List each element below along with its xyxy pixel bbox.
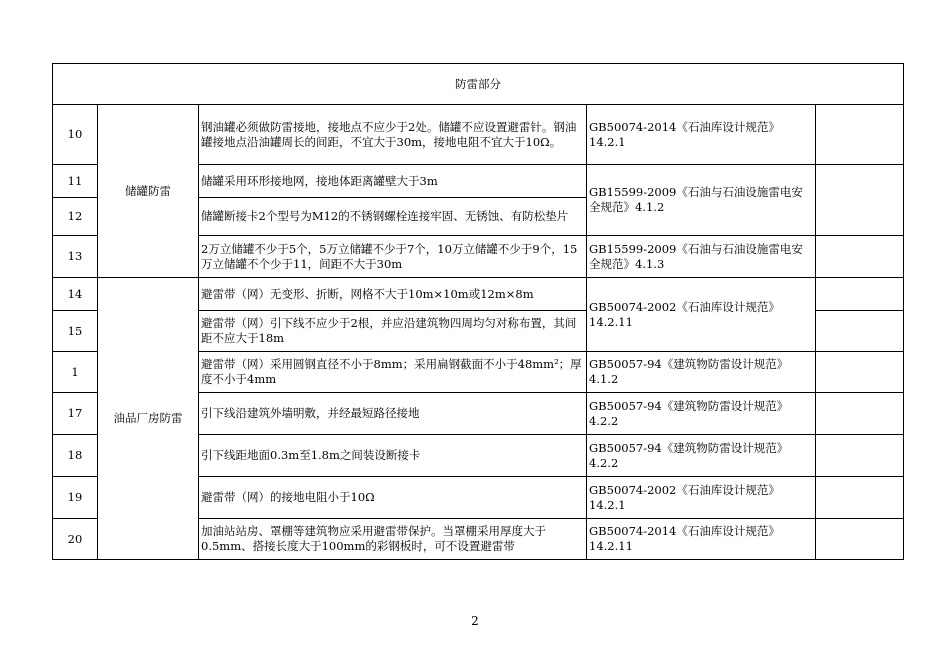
standard-cell: GB50057-94《建筑物防雷设计规范》4.1.2 [587,352,816,393]
row-number: 17 [53,393,98,435]
table-title: 防雷部分 [53,64,904,105]
requirement-cell: 钢油罐必须做防雷接地，接地点不应少于2处。储罐不应设置避雷针。钢油罐接地点沿油罐周长的间距，不宜大于30m，接地电阻不宜大于10Ω。 [199,105,587,165]
result-cell [816,393,904,435]
row-number: 1 [53,352,98,393]
row-number: 13 [53,236,98,278]
standard-cell: GB50074-2014《石油库设计规范》14.2.11 [587,519,816,560]
standard-cell: GB50057-94《建筑物防雷设计规范》4.2.2 [587,435,816,477]
result-cell [816,236,904,278]
result-cell [816,278,904,311]
result-cell [816,519,904,560]
row-number: 15 [53,311,98,352]
standard-cell: GB50074-2002《石油库设计规范》14.2.11 [587,278,816,352]
requirement-cell: 加油站站房、罩棚等建筑物应采用避雷带保护。当罩棚采用厚度大于0.5mm、搭接长度大于100mm的彩钢板时，可不设置避雷带 [199,519,587,560]
standard-cell: GB50074-2014《石油库设计规范》14.2.1 [587,105,816,165]
requirement-cell: 储罐断接卡2个型号为M12的不锈钢螺栓连接牢固、无锈蚀、有防松垫片 [199,198,587,236]
standard-cell: GB15599-2009《石油与石油设施雷电安全规范》4.1.3 [587,236,816,278]
requirement-cell: 避雷带（网）引下线不应少于2根，并应沿建筑物四周均匀对称布置，其间距不应大于18m [199,311,587,352]
row-number: 11 [53,165,98,198]
table-row [53,105,904,165]
row-number: 20 [53,519,98,560]
requirement-cell: 引下线距地面0.3m至1.8m之间装设断接卡 [199,435,587,477]
row-number: 19 [53,477,98,519]
standard-cell: GB15599-2009《石油与石油设施雷电安全规范》4.1.2 [587,165,816,236]
result-cell [816,105,904,165]
lightning-protection-table [52,63,904,560]
page-number: 2 [471,614,479,628]
requirement-cell: 储罐采用环形接地网，接地体距离罐壁大于3m [199,165,587,198]
requirement-cell: 避雷带（网）的接地电阻小于10Ω [199,477,587,519]
standard-cell: GB50074-2002《石油库设计规范》14.2.1 [587,477,816,519]
result-cell [816,477,904,519]
row-number: 18 [53,435,98,477]
standard-cell: GB50057-94《建筑物防雷设计规范》4.2.2 [587,393,816,435]
result-cell [816,311,904,352]
table-title-row [53,64,904,105]
result-cell [816,165,904,236]
result-cell [816,352,904,393]
category-tank: 储罐防雷 [98,105,199,278]
requirement-cell: 引下线沿建筑外墙明敷，并经最短路径接地 [199,393,587,435]
requirement-cell: 避雷带（网）无变形、折断，网格不大于10m×10m或12m×8m [199,278,587,311]
requirement-cell: 避雷带（网）采用圆钢直径不小于8mm；采用扁钢截面不小于48mm²；厚度不小于4mm [199,352,587,393]
row-number: 14 [53,278,98,311]
row-number: 12 [53,198,98,236]
row-number: 10 [53,105,98,165]
category-building: 油品厂房防雷 [98,278,199,560]
requirement-cell: 2万立储罐不少于5个，5万立储罐不少于7个，10万立储罐不少于9个，15万立储罐不个少于11，间距不大于30m [199,236,587,278]
table-row [53,278,904,311]
result-cell [816,435,904,477]
